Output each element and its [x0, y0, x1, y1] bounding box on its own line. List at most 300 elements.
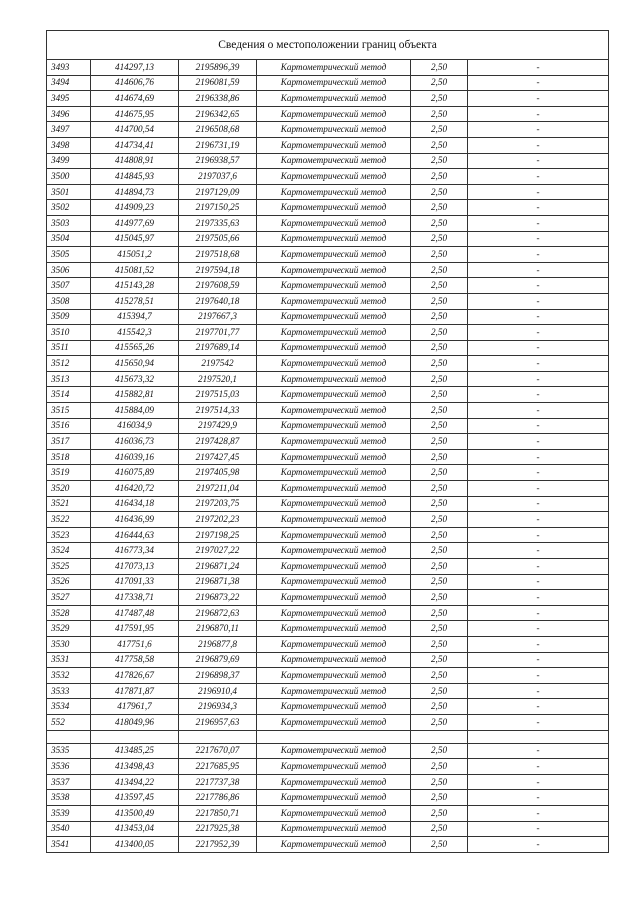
cell-method: Картометрический метод: [257, 200, 411, 216]
cell-method: Картометрический метод: [257, 496, 411, 512]
cell-description: -: [468, 293, 609, 309]
cell-coord-x: 414606,76: [91, 75, 179, 91]
table-row: [47, 821, 609, 837]
cell-coord-x: 415278,51: [91, 293, 179, 309]
cell-description: -: [468, 590, 609, 606]
cell-description: -: [468, 559, 609, 575]
cell-point-number: 3510: [47, 325, 91, 341]
cell-method: Картометрический метод: [257, 215, 411, 231]
cell-point-number: [47, 730, 91, 743]
cell-coord-x: 417487,48: [91, 605, 179, 621]
table-row: [47, 683, 609, 699]
cell-point-number: 3507: [47, 278, 91, 294]
cell-coord-y: 2197427,45: [179, 449, 257, 465]
cell-method: Картометрический метод: [257, 325, 411, 341]
cell-accuracy: 2,50: [411, 714, 468, 730]
table-row: [47, 714, 609, 730]
cell-method: Картометрический метод: [257, 371, 411, 387]
cell-point-number: 3515: [47, 403, 91, 419]
table-row: [47, 293, 609, 309]
cell-method: Картометрический метод: [257, 743, 411, 759]
cell-point-number: 3525: [47, 559, 91, 575]
table-row: [47, 122, 609, 138]
cell-coord-x: 415650,94: [91, 356, 179, 372]
cell-accuracy: 2,50: [411, 137, 468, 153]
cell-accuracy: 2,50: [411, 278, 468, 294]
cell-coord-y: 2196898,37: [179, 668, 257, 684]
table-row: [47, 200, 609, 216]
cell-coord-x: 413597,45: [91, 790, 179, 806]
cell-point-number: 3536: [47, 759, 91, 775]
cell-accuracy: 2,50: [411, 153, 468, 169]
cell-method: Картометрический метод: [257, 527, 411, 543]
table-row: [47, 481, 609, 497]
cell-coord-y: 2197505,66: [179, 231, 257, 247]
cell-description: -: [468, 215, 609, 231]
cell-point-number: 3540: [47, 821, 91, 837]
cell-description: -: [468, 434, 609, 450]
cell-accuracy: 2,50: [411, 309, 468, 325]
table-row: [47, 75, 609, 91]
cell-description: -: [468, 574, 609, 590]
table-row: [47, 91, 609, 107]
cell-accuracy: 2,50: [411, 683, 468, 699]
table-row: [47, 743, 609, 759]
cell-point-number: 3504: [47, 231, 91, 247]
cell-accuracy: 2,50: [411, 465, 468, 481]
cell-coord-x: 418049,96: [91, 714, 179, 730]
cell-method: Картометрический метод: [257, 512, 411, 528]
table-row: [47, 668, 609, 684]
cell-coord-x: 414977,69: [91, 215, 179, 231]
cell-point-number: 3531: [47, 652, 91, 668]
cell-coord-y: 2196871,38: [179, 574, 257, 590]
cell-point-number: 3533: [47, 683, 91, 699]
cell-description: -: [468, 387, 609, 403]
cell-accuracy: 2,50: [411, 293, 468, 309]
cell-coord-y: 2197520,1: [179, 371, 257, 387]
table-row: [47, 621, 609, 637]
cell-description: -: [468, 371, 609, 387]
cell-point-number: 3496: [47, 106, 91, 122]
cell-method: Картометрический метод: [257, 636, 411, 652]
cell-coord-y: 2196338,86: [179, 91, 257, 107]
cell-method: Картометрический метод: [257, 621, 411, 637]
cell-description: -: [468, 122, 609, 138]
cell-description: -: [468, 621, 609, 637]
table-row: [47, 262, 609, 278]
cell-coord-x: 414675,95: [91, 106, 179, 122]
cell-point-number: 3530: [47, 636, 91, 652]
cell-coord-x: 416034,9: [91, 418, 179, 434]
cell-coord-x: 416434,18: [91, 496, 179, 512]
cell-point-number: 3517: [47, 434, 91, 450]
cell-description: -: [468, 340, 609, 356]
cell-coord-x: 415143,28: [91, 278, 179, 294]
cell-coord-y: 2217925,38: [179, 821, 257, 837]
cell-coord-x: 416436,99: [91, 512, 179, 528]
cell-description: -: [468, 714, 609, 730]
table-row: [47, 403, 609, 419]
cell-point-number: 3512: [47, 356, 91, 372]
cell-coord-x: 415081,52: [91, 262, 179, 278]
cell-accuracy: 2,50: [411, 387, 468, 403]
cell-coord-y: 2196957,63: [179, 714, 257, 730]
cell-method: Картометрический метод: [257, 574, 411, 590]
cell-description: -: [468, 636, 609, 652]
cell-method: Картометрический метод: [257, 106, 411, 122]
cell-point-number: 3502: [47, 200, 91, 216]
cell-description: -: [468, 418, 609, 434]
cell-description: -: [468, 325, 609, 341]
table-row: [47, 418, 609, 434]
cell-coord-x: 417338,71: [91, 590, 179, 606]
cell-coord-x: 416420,72: [91, 481, 179, 497]
boundary-coordinates-table: [46, 30, 609, 853]
cell-coord-x: 415882,81: [91, 387, 179, 403]
cell-coord-x: 415045,97: [91, 231, 179, 247]
cell-coord-x: 417826,67: [91, 668, 179, 684]
cell-method: Картометрический метод: [257, 231, 411, 247]
cell-point-number: 3513: [47, 371, 91, 387]
cell-description: -: [468, 153, 609, 169]
cell-point-number: 3498: [47, 137, 91, 153]
cell-coord-x: 413500,49: [91, 805, 179, 821]
cell-accuracy: 2,50: [411, 247, 468, 263]
cell-coord-x: 416036,73: [91, 434, 179, 450]
cell-point-number: 3514: [47, 387, 91, 403]
cell-point-number: 3500: [47, 169, 91, 185]
cell-accuracy: 2,50: [411, 200, 468, 216]
cell-description: -: [468, 231, 609, 247]
cell-coord-y: 2217670,07: [179, 743, 257, 759]
cell-coord-y: 2197428,87: [179, 434, 257, 450]
table-row: [47, 805, 609, 821]
cell-accuracy: 2,50: [411, 774, 468, 790]
cell-coord-y: 2197689,14: [179, 340, 257, 356]
cell-description: -: [468, 247, 609, 263]
cell-coord-y: 2197518,68: [179, 247, 257, 263]
cell-accuracy: 2,50: [411, 215, 468, 231]
cell-point-number: 3534: [47, 699, 91, 715]
cell-coord-x: 413453,04: [91, 821, 179, 837]
cell-method: Картометрический метод: [257, 309, 411, 325]
cell-accuracy: 2,50: [411, 91, 468, 107]
table-row: [47, 309, 609, 325]
cell-description: -: [468, 774, 609, 790]
cell-description: -: [468, 356, 609, 372]
cell-point-number: 3539: [47, 805, 91, 821]
cell-point-number: 3493: [47, 60, 91, 76]
table-row: [47, 699, 609, 715]
cell-coord-y: 2197515,03: [179, 387, 257, 403]
cell-description: -: [468, 449, 609, 465]
cell-description: -: [468, 137, 609, 153]
table-row: [47, 387, 609, 403]
cell-accuracy: 2,50: [411, 621, 468, 637]
cell-coord-x: 414297,13: [91, 60, 179, 76]
cell-point-number: 3509: [47, 309, 91, 325]
cell-coord-y: 2197667,3: [179, 309, 257, 325]
cell-accuracy: 2,50: [411, 743, 468, 759]
cell-method: Картометрический метод: [257, 465, 411, 481]
cell-point-number: 3538: [47, 790, 91, 806]
cell-coord-y: 2195896,39: [179, 60, 257, 76]
cell-coord-x: 414894,73: [91, 184, 179, 200]
cell-accuracy: 2,50: [411, 60, 468, 76]
cell-method: Картометрический метод: [257, 169, 411, 185]
cell-coord-y: 2196871,24: [179, 559, 257, 575]
cell-coord-x: 415565,26: [91, 340, 179, 356]
cell-method: Картометрический метод: [257, 122, 411, 138]
cell-point-number: 3537: [47, 774, 91, 790]
cell-point-number: 3519: [47, 465, 91, 481]
table-row: [47, 371, 609, 387]
table-row: [47, 340, 609, 356]
cell-point-number: 3494: [47, 75, 91, 91]
cell-method: Картометрический метод: [257, 714, 411, 730]
cell-description: -: [468, 837, 609, 853]
cell-point-number: 3511: [47, 340, 91, 356]
cell-method: Картометрический метод: [257, 559, 411, 575]
cell-method: Картометрический метод: [257, 356, 411, 372]
cell-coord-x: 416039,16: [91, 449, 179, 465]
table-row: [47, 837, 609, 853]
cell-coord-y: [179, 730, 257, 743]
cell-description: -: [468, 200, 609, 216]
cell-accuracy: 2,50: [411, 574, 468, 590]
cell-description: -: [468, 605, 609, 621]
cell-coord-y: 2197594,18: [179, 262, 257, 278]
cell-method: Картометрический метод: [257, 262, 411, 278]
cell-point-number: 552: [47, 714, 91, 730]
cell-coord-x: 417871,87: [91, 683, 179, 699]
cell-accuracy: 2,50: [411, 169, 468, 185]
cell-method: Картометрический метод: [257, 837, 411, 853]
table-row: [47, 774, 609, 790]
cell-accuracy: 2,50: [411, 559, 468, 575]
table-row: [47, 652, 609, 668]
cell-accuracy: [411, 730, 468, 743]
cell-point-number: 3524: [47, 543, 91, 559]
cell-accuracy: 2,50: [411, 496, 468, 512]
cell-accuracy: 2,50: [411, 418, 468, 434]
table-row: [47, 543, 609, 559]
cell-description: -: [468, 481, 609, 497]
cell-coord-y: 2196879,69: [179, 652, 257, 668]
cell-coord-y: 2196870,11: [179, 621, 257, 637]
cell-accuracy: 2,50: [411, 340, 468, 356]
cell-accuracy: 2,50: [411, 371, 468, 387]
table-row: [47, 605, 609, 621]
cell-coord-x: 416773,34: [91, 543, 179, 559]
cell-coord-y: 2197129,09: [179, 184, 257, 200]
cell-description: -: [468, 512, 609, 528]
table-row: [47, 512, 609, 528]
cell-method: Картометрический метод: [257, 91, 411, 107]
cell-point-number: 3523: [47, 527, 91, 543]
table-row: [47, 496, 609, 512]
cell-coord-x: 415542,3: [91, 325, 179, 341]
cell-coord-x: 417073,13: [91, 559, 179, 575]
cell-coord-y: 2217737,38: [179, 774, 257, 790]
cell-method: Картометрический метод: [257, 668, 411, 684]
cell-point-number: 3528: [47, 605, 91, 621]
cell-description: -: [468, 278, 609, 294]
cell-method: Картометрический метод: [257, 278, 411, 294]
cell-accuracy: 2,50: [411, 184, 468, 200]
cell-accuracy: 2,50: [411, 122, 468, 138]
cell-coord-x: [91, 730, 179, 743]
cell-coord-x: 415673,32: [91, 371, 179, 387]
table-row: [47, 590, 609, 606]
cell-coord-y: 2197608,59: [179, 278, 257, 294]
cell-accuracy: 2,50: [411, 356, 468, 372]
cell-coord-x: 415051,2: [91, 247, 179, 263]
table-row: [47, 169, 609, 185]
table-row: [47, 325, 609, 341]
cell-coord-x: 413400,05: [91, 837, 179, 853]
cell-point-number: 3518: [47, 449, 91, 465]
cell-accuracy: 2,50: [411, 699, 468, 715]
cell-description: -: [468, 699, 609, 715]
cell-method: Картометрический метод: [257, 699, 411, 715]
cell-method: Картометрический метод: [257, 418, 411, 434]
table-row: [47, 559, 609, 575]
cell-coord-y: 2196877,8: [179, 636, 257, 652]
cell-description: -: [468, 821, 609, 837]
cell-method: Картометрический метод: [257, 184, 411, 200]
cell-method: Картометрический метод: [257, 434, 411, 450]
cell-accuracy: 2,50: [411, 449, 468, 465]
cell-method: Картометрический метод: [257, 340, 411, 356]
cell-method: Картометрический метод: [257, 403, 411, 419]
cell-coord-y: 2196731,19: [179, 137, 257, 153]
cell-coord-x: 414734,41: [91, 137, 179, 153]
cell-accuracy: 2,50: [411, 636, 468, 652]
cell-point-number: 3529: [47, 621, 91, 637]
cell-method: Картометрический метод: [257, 683, 411, 699]
cell-coord-y: 2196508,68: [179, 122, 257, 138]
cell-accuracy: 2,50: [411, 837, 468, 853]
cell-point-number: 3526: [47, 574, 91, 590]
cell-method: Картометрический метод: [257, 590, 411, 606]
cell-coord-x: 417961,7: [91, 699, 179, 715]
cell-method: Картометрический метод: [257, 153, 411, 169]
cell-description: [468, 730, 609, 743]
cell-coord-y: 2197640,18: [179, 293, 257, 309]
cell-point-number: 3499: [47, 153, 91, 169]
cell-point-number: 3535: [47, 743, 91, 759]
cell-coord-y: 2217685,95: [179, 759, 257, 775]
cell-coord-y: 2196081,59: [179, 75, 257, 91]
cell-coord-y: 2196342,65: [179, 106, 257, 122]
cell-description: -: [468, 169, 609, 185]
table-row: [47, 574, 609, 590]
cell-coord-x: 413485,25: [91, 743, 179, 759]
table-row: [47, 247, 609, 263]
cell-coord-y: 2197202,23: [179, 512, 257, 528]
cell-method: Картометрический метод: [257, 543, 411, 559]
table-row: [47, 759, 609, 775]
cell-point-number: 3521: [47, 496, 91, 512]
table-row: [47, 184, 609, 200]
cell-description: -: [468, 309, 609, 325]
cell-method: Картометрический метод: [257, 774, 411, 790]
cell-coord-x: 414808,91: [91, 153, 179, 169]
cell-accuracy: 2,50: [411, 106, 468, 122]
cell-accuracy: 2,50: [411, 543, 468, 559]
cell-accuracy: 2,50: [411, 790, 468, 806]
table-row: [47, 449, 609, 465]
table-row: [47, 434, 609, 450]
cell-method: Картометрический метод: [257, 137, 411, 153]
cell-coord-y: 2217952,39: [179, 837, 257, 853]
cell-method: Картометрический метод: [257, 247, 411, 263]
cell-point-number: 3527: [47, 590, 91, 606]
cell-coord-x: 416075,89: [91, 465, 179, 481]
cell-description: -: [468, 262, 609, 278]
cell-accuracy: 2,50: [411, 527, 468, 543]
cell-description: -: [468, 527, 609, 543]
cell-coord-y: 2197701,77: [179, 325, 257, 341]
cell-method: Картометрический метод: [257, 821, 411, 837]
cell-accuracy: 2,50: [411, 403, 468, 419]
cell-coord-x: 414674,69: [91, 91, 179, 107]
table-row: [47, 278, 609, 294]
cell-coord-y: 2196873,22: [179, 590, 257, 606]
table-row: [47, 231, 609, 247]
cell-point-number: 3501: [47, 184, 91, 200]
cell-coord-y: 2197150,25: [179, 200, 257, 216]
cell-method: Картометрический метод: [257, 759, 411, 775]
cell-description: -: [468, 60, 609, 76]
cell-coord-y: 2197211,04: [179, 481, 257, 497]
table-row: [47, 730, 609, 743]
cell-description: -: [468, 652, 609, 668]
cell-coord-y: 2197514,33: [179, 403, 257, 419]
cell-method: [257, 730, 411, 743]
cell-description: -: [468, 683, 609, 699]
table-row: [47, 215, 609, 231]
cell-point-number: 3495: [47, 91, 91, 107]
cell-method: Картометрический метод: [257, 60, 411, 76]
table-row: [47, 106, 609, 122]
cell-point-number: 3505: [47, 247, 91, 263]
cell-point-number: 3532: [47, 668, 91, 684]
table-title-row: [47, 31, 609, 60]
cell-point-number: 3516: [47, 418, 91, 434]
cell-description: -: [468, 805, 609, 821]
cell-description: -: [468, 543, 609, 559]
cell-description: -: [468, 790, 609, 806]
cell-method: Картометрический метод: [257, 75, 411, 91]
cell-description: -: [468, 184, 609, 200]
cell-method: Картометрический метод: [257, 481, 411, 497]
cell-coord-y: 2197542: [179, 356, 257, 372]
table-row: [47, 527, 609, 543]
cell-description: -: [468, 465, 609, 481]
cell-accuracy: 2,50: [411, 231, 468, 247]
cell-coord-y: 2197429,9: [179, 418, 257, 434]
cell-coord-y: 2197037,6: [179, 169, 257, 185]
cell-coord-x: 417091,33: [91, 574, 179, 590]
cell-coord-y: 2196872,63: [179, 605, 257, 621]
cell-coord-y: 2197203,75: [179, 496, 257, 512]
cell-accuracy: 2,50: [411, 262, 468, 278]
cell-coord-y: 2197335,63: [179, 215, 257, 231]
table-row: [47, 790, 609, 806]
